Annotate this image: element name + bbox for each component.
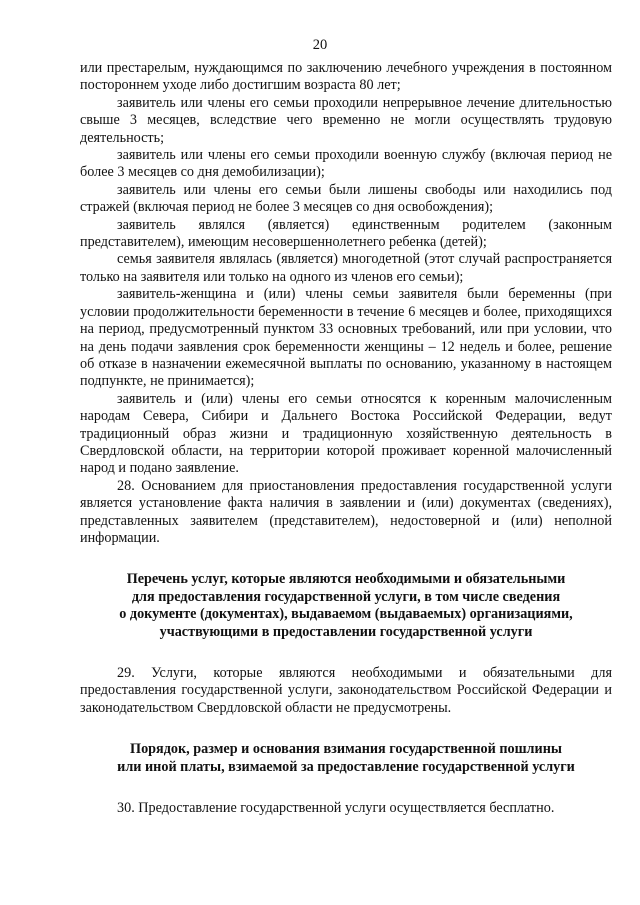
paragraph-medical-treatment: заявитель или члены его семьи проходили непрерывное лечение длительностью свыше 3 месяцев, вследствие чего временно не могли осуществлять трудовую деятельность;	[80, 94, 612, 146]
paragraph-large-family: семья заявителя являлась (является) многодетной (этот случай распространяется только на заявителя или только на одного из членов его семьи);	[80, 251, 612, 285]
paragraph-30-free-of-charge: 30. Предоставление государственной услуги осуществляется бесплатно.	[117, 800, 555, 817]
heading-line: для предоставления государственной услуги, в том числе сведения	[131, 588, 561, 605]
paragraph-pregnancy: заявитель-женщина и (или) члены семьи заявителя были беременны (при условии продолжительности беременности в течение 6 месяцев и более, приходящихся на период, предусмотренный пунктом 33 основных требований, или при условии, что на день подачи заявления срок беременности женщины – 12 недель и более, решение об отказе в назначении ежемесячной выплаты по основанию, указанному в настоящем подпункте, не принимается);	[80, 286, 612, 390]
section-heading-required-services	[80, 571, 612, 641]
paragraph-elderly-care: или престарелым, нуждающимся по заключению лечебного учреждения в постоянном постороннем уходе либо достигшим возраста 80 лет;	[80, 60, 612, 94]
heading-line: или иной платы, взимаемой за предоставление государственной услуги	[117, 758, 575, 775]
heading-line: участвующими в предоставлении государственной услуги	[159, 623, 533, 640]
heading-line: о документе (документах), выдаваемом (выдаваемых) организациями,	[119, 606, 573, 623]
paragraph-indigenous-peoples: заявитель и (или) члены его семьи относятся к коренным малочисленным народам Севера, Сибири и Дальнего Востока Российской Федерации, ведут традиционный образ жизни и традиционную хозяйственную деятельность в Свердловской области, на территории которой проживает коренной малочисленный народ и подано заявление.	[80, 390, 612, 477]
heading-line: Перечень услуг, которые являются необходимыми и обязательными	[126, 571, 566, 588]
paragraph-single-parent: заявитель являлся (является) единственным родителем (законным представителем), имеющим несовершеннолетнего ребенка (детей);	[80, 216, 612, 251]
document-body	[80, 60, 612, 817]
paragraph-28-suspension: 28. Основанием для приостановления предоставления государственной услуги является установление факта наличия в заявлении и (или) документах (сведениях), представленных заявителем (представителем), недостоверной и (или) неполной информации.	[80, 477, 612, 546]
paragraph-military-service: заявитель или члены его семьи проходили военную службу (включая период не более 3 месяцев со дня демобилизации);	[80, 147, 612, 181]
paragraph-29-required-services: 29. Услуги, которые являются необходимыми и обязательными для предоставления государственной услуги, законодательством Российской Федерации и законодательством Свердловской области не предусмотрены.	[80, 665, 612, 716]
section-heading-state-fee	[80, 741, 612, 776]
heading-line: Порядок, размер и основания взимания государственной пошлины	[130, 741, 562, 758]
page-number: 20	[312, 37, 328, 53]
paragraph-imprisonment: заявитель или члены его семьи были лишены свободы или находились под стражей (включая период не более 3 месяцев со дня освобождения);	[80, 181, 612, 216]
